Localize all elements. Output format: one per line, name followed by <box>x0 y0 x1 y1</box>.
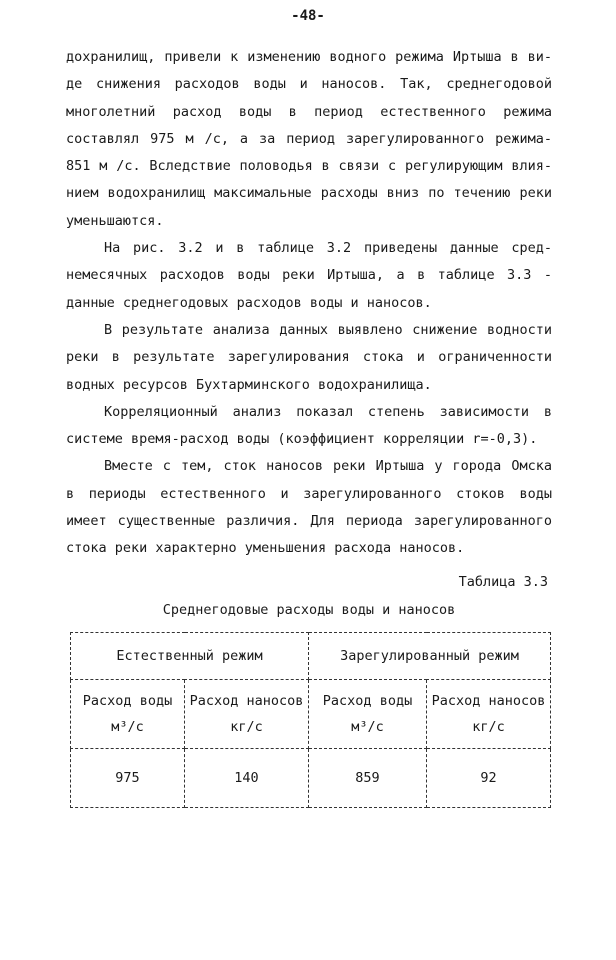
table-title: Среднегодовые расходы воды и наносов <box>162 602 456 618</box>
column-label: Расход воды <box>322 693 413 709</box>
text-line: немесячных расходов воды реки Иртыша, а в таблице 3.3 - <box>66 267 552 284</box>
column-unit: м³/с <box>351 719 384 735</box>
table-cell: 975 <box>71 749 185 808</box>
group-header-natural: Естественный режим <box>71 633 309 680</box>
data-table <box>70 632 551 808</box>
text-line: нием водохранилищ максимальные расходы вниз по течению реки <box>66 185 552 202</box>
table-cell: 92 <box>427 749 551 808</box>
text-line: Вместе с тем, сток наносов реки Иртыша у города Омска <box>104 458 552 475</box>
page-number: -48- <box>291 8 325 24</box>
table-subheader-row <box>71 680 551 749</box>
column-unit: кг/с <box>230 719 263 735</box>
column-unit: м³/с <box>111 719 144 735</box>
column-label: Расход воды <box>82 693 173 709</box>
text-line: системе время-расход воды (коэффициент корреляции r=-0,3). <box>66 431 538 448</box>
data-table-wrapper <box>70 632 550 832</box>
column-header <box>309 680 427 749</box>
text-line: На рис. 3.2 и в таблице 3.2 приведены данные сред- <box>104 240 552 257</box>
table-caption: Таблица 3.3 <box>458 574 548 590</box>
table-cell: 140 <box>185 749 309 808</box>
text-line: многолетний расход воды в период естественного режима <box>66 103 552 120</box>
text-line: 851 м /с. Вследствие половодья в связи с регулирующим влия- <box>66 158 552 175</box>
column-unit: кг/с <box>472 719 505 735</box>
text-line: Корреляционный анализ показал степень зависимости в <box>104 403 552 420</box>
text-line: дохранилищ, привели к изменению водного режима Иртыша в ви- <box>66 49 552 65</box>
text-line: водных ресурсов Бухтарминского водохранилища. <box>66 376 432 393</box>
text-line: стока реки характерно уменьшения расхода наносов. <box>66 540 465 557</box>
text-line: де снижения расходов воды и наносов. Так, среднегодовой <box>66 76 552 93</box>
text-line: уменьшаются. <box>66 212 164 229</box>
column-header <box>427 680 551 749</box>
column-label: Расход наносов <box>431 693 546 709</box>
table-cell: 859 <box>309 749 427 808</box>
text-line: составлял 975 м /с, а за период зарегулированного режима- <box>66 130 552 147</box>
body-text <box>66 44 552 563</box>
text-line: в периоды естественного и зарегулированного стоков воды <box>66 485 552 502</box>
text-line: имеет существенные различия. Для периода зарегулированного <box>66 513 552 530</box>
text-line: реки в результате зарегулирования стока и ограниченности <box>66 349 552 366</box>
table-row <box>71 749 551 808</box>
column-label: Расход наносов <box>189 693 304 709</box>
group-header-regulated: Зарегулированный режим <box>309 633 551 680</box>
text-line: данные среднегодовых расходов воды и наносов. <box>66 294 432 311</box>
table-header-row <box>71 633 551 680</box>
column-header <box>185 680 309 749</box>
column-header <box>71 680 185 749</box>
text-line: В результате анализа данных выявлено снижение водности <box>104 321 552 338</box>
